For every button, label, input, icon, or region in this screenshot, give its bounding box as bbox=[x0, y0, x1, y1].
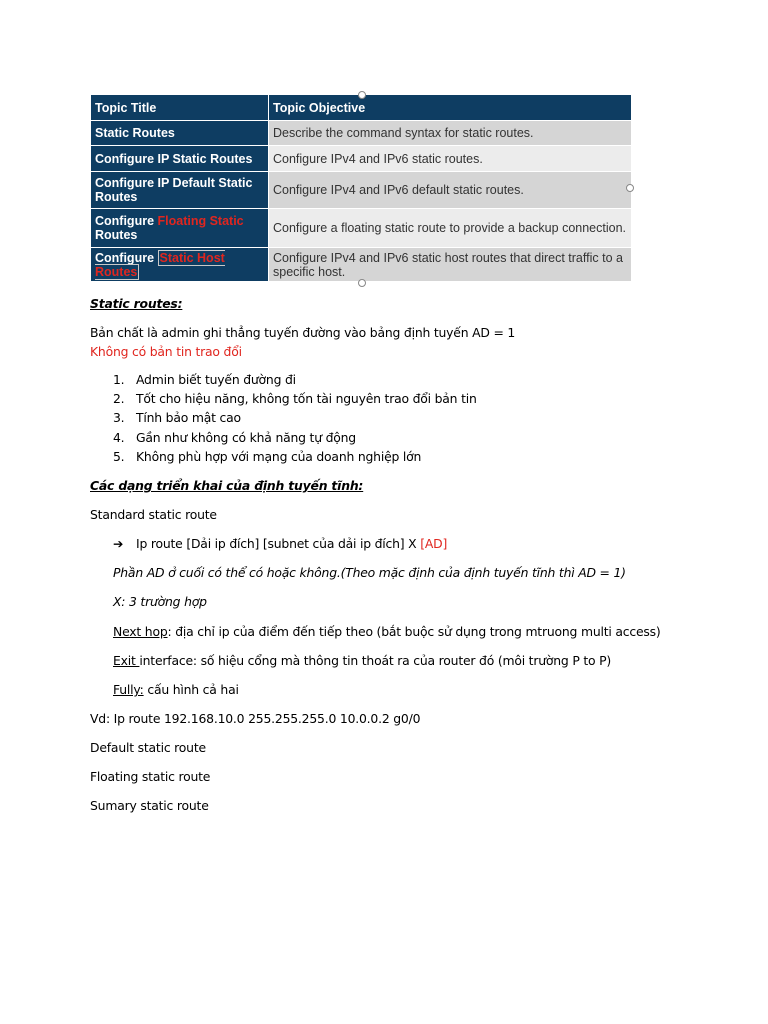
table-row bbox=[91, 121, 632, 146]
row-objective: Describe the command syntax for static routes. bbox=[269, 121, 632, 146]
ad-note: Phần AD ở cuối có thể có hoặc không.(Theo mặc định của định tuyến tĩnh thì AD = 1) bbox=[113, 565, 626, 580]
fully-label: Fully: bbox=[113, 682, 144, 697]
resize-handle-right[interactable] bbox=[626, 184, 634, 192]
list-number: 2. bbox=[113, 391, 125, 407]
resize-handle-bottom[interactable] bbox=[358, 279, 366, 287]
row-title-suffix: Routes bbox=[95, 228, 138, 242]
summary-route-line: Sumary static route bbox=[90, 798, 209, 813]
row-objective: Configure a floating static route to provide a backup connection. bbox=[269, 209, 632, 248]
row-title: Configure IP Static Routes bbox=[91, 146, 269, 172]
list-number: 3. bbox=[113, 410, 125, 426]
list-text: Tính bảo mật cao bbox=[136, 410, 241, 426]
floating-route-line: Floating static route bbox=[90, 769, 211, 784]
next-hop-label: Next hop bbox=[113, 624, 168, 639]
row-title: Static Routes bbox=[91, 121, 269, 146]
exit-text: interface: số hiệu cổng mà thông tin thoát ra của router đó (môi trường P to P) bbox=[139, 653, 612, 668]
row-objective: Configure IPv4 and IPv6 static host routes that direct traffic to a specific host. bbox=[269, 248, 632, 282]
fully-text: cấu hình cả hai bbox=[143, 682, 239, 697]
table-row bbox=[91, 172, 632, 209]
topic-table-image[interactable] bbox=[90, 94, 632, 282]
list-number: 5. bbox=[113, 448, 125, 464]
arrow-icon: ➔ bbox=[113, 536, 124, 551]
row-title: Configure IP Default Static Routes bbox=[91, 172, 269, 209]
row-title bbox=[91, 209, 269, 248]
row-title-highlight: Static Host Routes bbox=[95, 250, 225, 279]
example-line: Vd: Ip route 192.168.10.0 255.255.255.0 10.0.0.2 g0/0 bbox=[90, 711, 421, 726]
paragraph-no-exchange: Không có bản tin trao đổi bbox=[90, 344, 242, 359]
table-row bbox=[91, 248, 632, 282]
header-topic-title: Topic Title bbox=[91, 95, 269, 121]
exit-label: Exit bbox=[113, 653, 140, 668]
row-title bbox=[91, 248, 269, 282]
paragraph-static-nature: Bản chất là admin ghi thẳng tuyến đường vào bảng định tuyến AD = 1 bbox=[90, 325, 516, 340]
paragraph-standard-route: Standard static route bbox=[90, 507, 217, 522]
row-objective: Configure IPv4 and IPv6 default static routes. bbox=[269, 172, 632, 209]
table-row bbox=[91, 209, 632, 248]
command-text: Ip route [Dải ip đích] [subnet của dải ip đích] X bbox=[136, 536, 421, 551]
list-text: Tốt cho hiệu năng, không tốn tài nguyên trao đổi bản tin bbox=[136, 391, 477, 407]
heading-static-routes: Static routes: bbox=[90, 296, 183, 311]
list-number: 1. bbox=[113, 372, 125, 387]
x-cases: X: 3 trường hợp bbox=[113, 594, 207, 609]
next-hop-line bbox=[113, 624, 661, 639]
list-text: Gần như không có khả năng tự động bbox=[136, 429, 356, 445]
command-syntax bbox=[136, 536, 447, 551]
row-title-prefix: Configure bbox=[95, 250, 155, 265]
row-title-prefix: Configure bbox=[95, 214, 155, 228]
resize-handle-top[interactable] bbox=[358, 91, 366, 99]
list-text: Không phù hợp với mạng của doanh nghiệp lớn bbox=[136, 448, 422, 464]
list-text: Admin biết tuyến đường đi bbox=[136, 372, 296, 387]
header-topic-objective: Topic Objective bbox=[269, 95, 632, 121]
next-hop-text: : địa chỉ ip của điểm đến tiếp theo (bắt buộc sử dụng trong mtruong multi access) bbox=[167, 624, 661, 639]
fully-line bbox=[113, 682, 239, 697]
list-number: 4. bbox=[113, 429, 125, 445]
table-row bbox=[91, 146, 632, 172]
default-route-line: Default static route bbox=[90, 740, 206, 755]
exit-interface-line bbox=[113, 653, 611, 668]
row-objective: Configure IPv4 and IPv6 static routes. bbox=[269, 146, 632, 172]
heading-deployment-types: Các dạng triển khai của định tuyến tĩnh: bbox=[90, 478, 364, 493]
command-ad: [AD] bbox=[420, 536, 448, 551]
row-title-highlight: Floating Static bbox=[157, 214, 244, 228]
